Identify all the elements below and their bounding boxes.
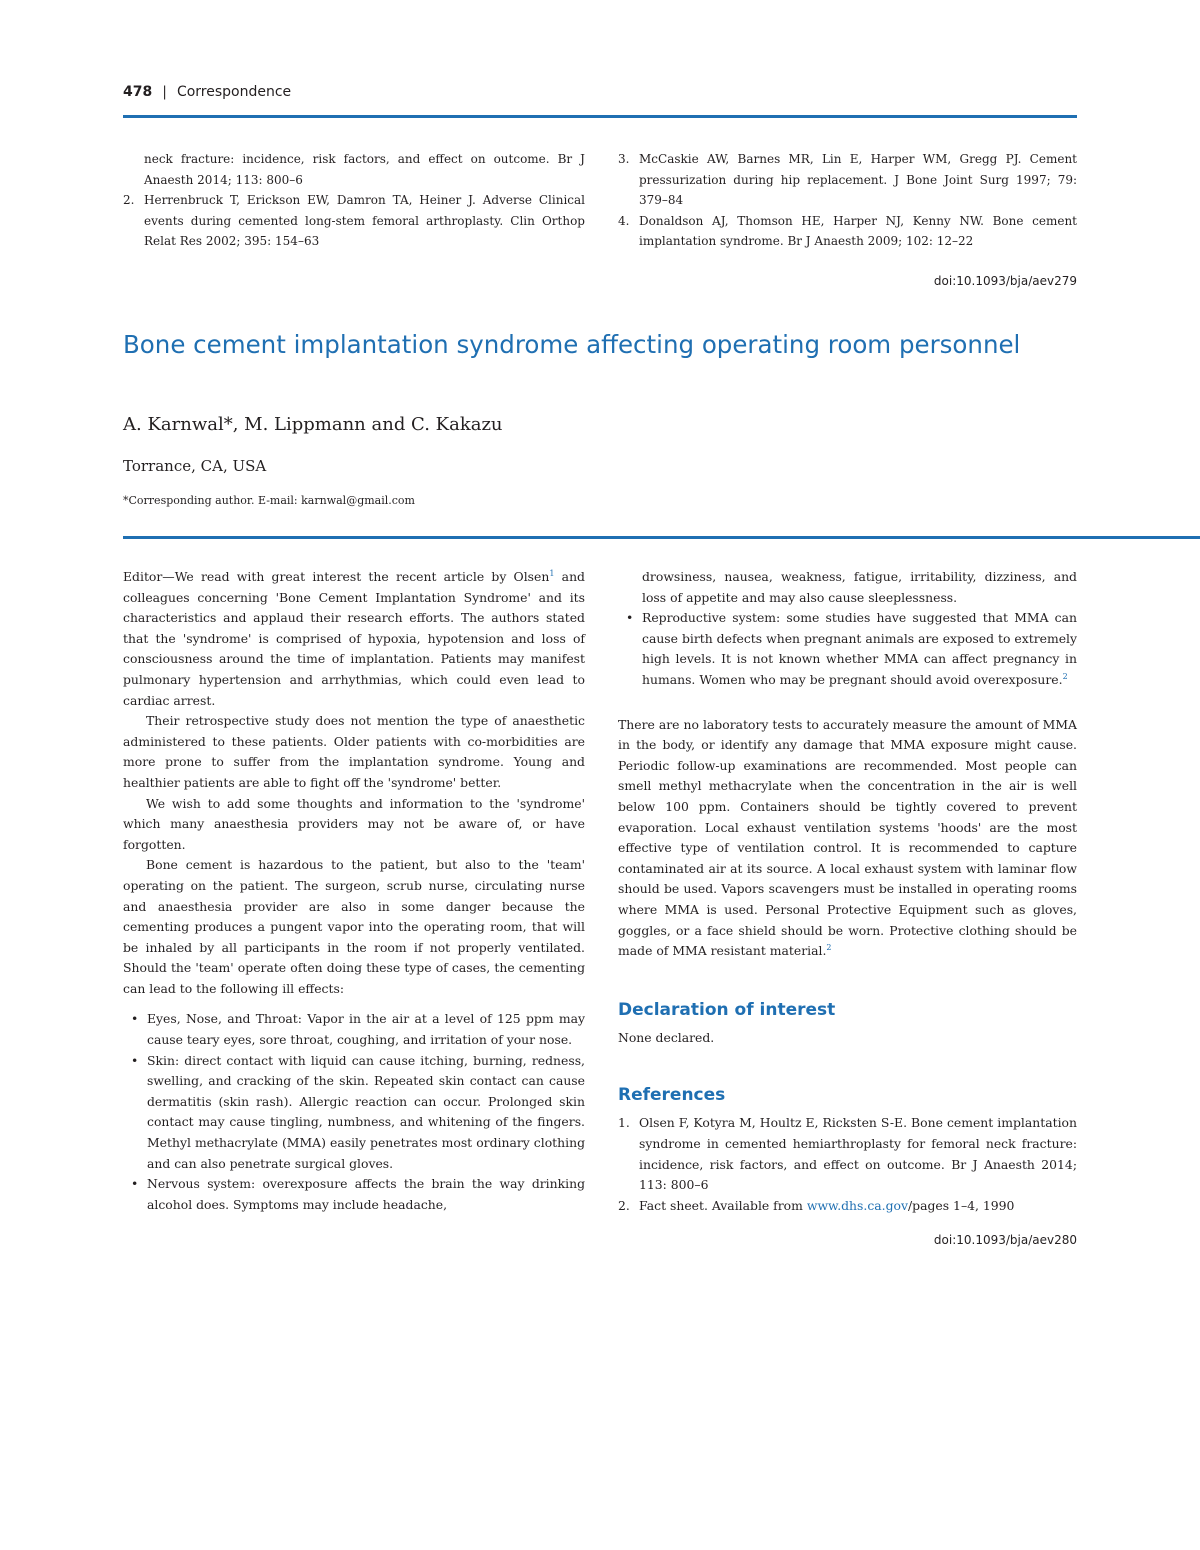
list-item-text: Eyes, Nose, and Throat: Vapor in the air at a level of 125 ppm may cause teary eyes, sore throat, coughing, and irritation of your nose. bbox=[147, 1011, 585, 1048]
declaration-heading: Declaration of interest bbox=[618, 999, 836, 1020]
reference-text: Donaldson AJ, Thomson HE, Harper NJ, Kenny NW. Bone cement implantation syndrome. Br J Anaesth 2009; 102: 12–22 bbox=[639, 213, 1077, 248]
bullet-icon: • bbox=[131, 1011, 139, 1027]
reference-item bbox=[123, 190, 585, 252]
paragraph bbox=[123, 567, 585, 711]
citation[interactable]: 2 bbox=[1062, 671, 1068, 681]
effects-list bbox=[123, 1009, 585, 1215]
body-column-right bbox=[618, 567, 1077, 1251]
references-heading: References bbox=[618, 1084, 726, 1105]
effects-list-continued bbox=[618, 608, 1077, 690]
paragraph: We wish to add some thoughts and information to the 'syndrome' which many anaesthesia providers may not be aware of, or have forgotten. bbox=[123, 795, 585, 852]
reference-text: Herrenbruck T, Erickson EW, Damron TA, Heiner J. Adverse Clinical events during cemented long-stem femoral arthroplasty. Clin Orthop Relat Res 2002; 395: 154–63 bbox=[144, 193, 585, 248]
reference-item bbox=[618, 1196, 1077, 1217]
reference-text: neck fracture: incidence, risk factors, and effect on outcome. Br J Anaesth 2014; 113: 800–6 bbox=[144, 152, 585, 187]
reference-number: 3. bbox=[618, 152, 630, 166]
bullet-icon: • bbox=[626, 610, 634, 626]
paragraph: Bone cement is hazardous to the patient, but also to the 'team' operating on the patient. The surgeon, scrub nurse, circulating nurse and anaesthesia provider are also in some danger because the cementing produces a pungent vapor into the operating room, that will be inhaled by all participants in the room if not properly ventilated. Should the 'team' operate often doing these type of cases, the cementing can lead to the following ill effects: bbox=[123, 857, 585, 996]
title-rule bbox=[123, 536, 1200, 539]
reference-item bbox=[123, 149, 585, 190]
header-separator: | bbox=[162, 84, 167, 100]
bullet-icon: • bbox=[131, 1176, 139, 1192]
declaration-text: None declared. bbox=[618, 1030, 715, 1046]
list-item bbox=[123, 1009, 585, 1050]
dhs-website-link[interactable]: www.dhs.ca.gov bbox=[806, 1197, 908, 1213]
paragraph-text: Editor—We read with great interest the recent article by Olsen bbox=[123, 569, 550, 584]
header-rule bbox=[123, 115, 1077, 118]
reference-item bbox=[618, 1113, 1077, 1195]
citation[interactable]: 2 bbox=[826, 942, 832, 952]
list-item bbox=[618, 608, 1077, 690]
prev-references-left bbox=[123, 149, 585, 252]
authors: A. Karnwal*, M. Lippmann and C. Kakazu bbox=[123, 414, 503, 435]
reference-item bbox=[618, 211, 1077, 252]
paragraph-text: and colleagues concerning 'Bone Cement Implantation Syndrome' and its characteristics and applaud their research efforts. The authors stated that the 'syndrome' is comprised of hypoxia, hypotension and loss of consciousness around the time of implantation. Patients may manifest pulmonary hypertension and arrhythmias, which could even lead to cardiac arrest. bbox=[123, 569, 585, 708]
paragraph: Their retrospective study does not mention the type of anaesthetic administered to these patients. Older patients with co-morbidities are more prone to suffer from the implantation syndrome. Young and healthier patients are able to fight off the 'syndrome' better. bbox=[123, 713, 585, 790]
paragraph bbox=[618, 715, 1077, 962]
reference-item bbox=[618, 149, 1077, 211]
list-item bbox=[123, 1174, 585, 1215]
paragraph-text: There are no laboratory tests to accurately measure the amount of MMA in the body, or identify any damage that MMA exposure might cause. Periodic follow-up examinations are recommended. Most people can smell methyl methacrylate when the concentration in the air is well below 100 ppm. Containers should be tightly covered to prevent evaporation. Local exhaust ventilation systems 'hoods' are the most effective type of ventilation control. It is recommended to capture contaminated air at its source. A local exhaust system with laminar flow should be used. Vapors scavengers must be installed in operating rooms where MMA is used. Personal Protective Equipment such as gloves, goggles, or a face shield should be worn. Protective clothing should be made of MMA resistant material. bbox=[618, 716, 1077, 959]
list-item-text: Reproductive system: some studies have suggested that MMA can cause birth defects when pregnant animals are exposed to extremely high levels. It is not known whether MMA can affect pregnancy in humans. Women who may be pregnant should avoid overexposure. bbox=[642, 610, 1077, 687]
reference-text: Olsen F, Kotyra M, Houltz E, Ricksten S-E. Bone cement implantation syndrome in cemented hemiarthroplasty for femoral neck fracture: incidence, risk factors, and effect on outcome. Br J Anaesth 2014; 113: 800–6 bbox=[639, 1115, 1077, 1193]
doi-article: doi:10.1093/bja/aev280 bbox=[933, 1233, 1077, 1248]
article-title: Bone cement implantation syndrome affecting operating room personnel bbox=[123, 330, 1021, 359]
running-header bbox=[123, 84, 291, 100]
body-column-left bbox=[123, 567, 585, 1215]
reference-number: 1. bbox=[618, 1115, 630, 1131]
list-item-text: Nervous system: overexposure affects the brain the way drinking alcohol does. Symptoms may include headache, bbox=[147, 1176, 585, 1212]
references-list bbox=[618, 1113, 1077, 1216]
prev-references-right bbox=[618, 149, 1077, 252]
corresponding-author: *Corresponding author. E-mail: karnwal@gmail.com bbox=[123, 494, 415, 507]
affiliation: Torrance, CA, USA bbox=[123, 457, 267, 475]
page-number: 478 bbox=[123, 84, 153, 100]
reference-text: /pages 1–4, 1990 bbox=[908, 1197, 1015, 1213]
reference-number: 2. bbox=[123, 193, 135, 207]
reference-text: Fact sheet. Available from bbox=[639, 1197, 807, 1213]
reference-text: McCaskie AW, Barnes MR, Lin E, Harper WM, Gregg PJ. Cement pressurization during hip replacement. J Bone Joint Surg 1997; 79: 379–84 bbox=[639, 152, 1077, 207]
list-item bbox=[123, 1051, 585, 1175]
reference-number: 4. bbox=[618, 213, 630, 228]
citation[interactable]: 1 bbox=[549, 568, 555, 578]
doi-previous: doi:10.1093/bja/aev279 bbox=[933, 274, 1077, 288]
section-name: Correspondence bbox=[176, 84, 292, 100]
list-item-text: Skin: direct contact with liquid can cause itching, burning, redness, swelling, and cracking of the skin. Repeated skin contact can cause dermatitis (skin rash). Allergic reaction can occur. Prolonged skin contact may cause tingling, numbness, and whitening of the fingers. Methyl methacrylate (MMA) easily penetrates most ordinary clothing and can also penetrate surgical gloves. bbox=[147, 1052, 585, 1171]
bullet-icon: • bbox=[131, 1052, 139, 1068]
reference-number: 2. bbox=[618, 1197, 630, 1213]
list-item-continuation: drowsiness, nausea, weakness, fatigue, irritability, dizziness, and loss of appetite and may also cause sleeplessness. bbox=[642, 569, 1077, 605]
